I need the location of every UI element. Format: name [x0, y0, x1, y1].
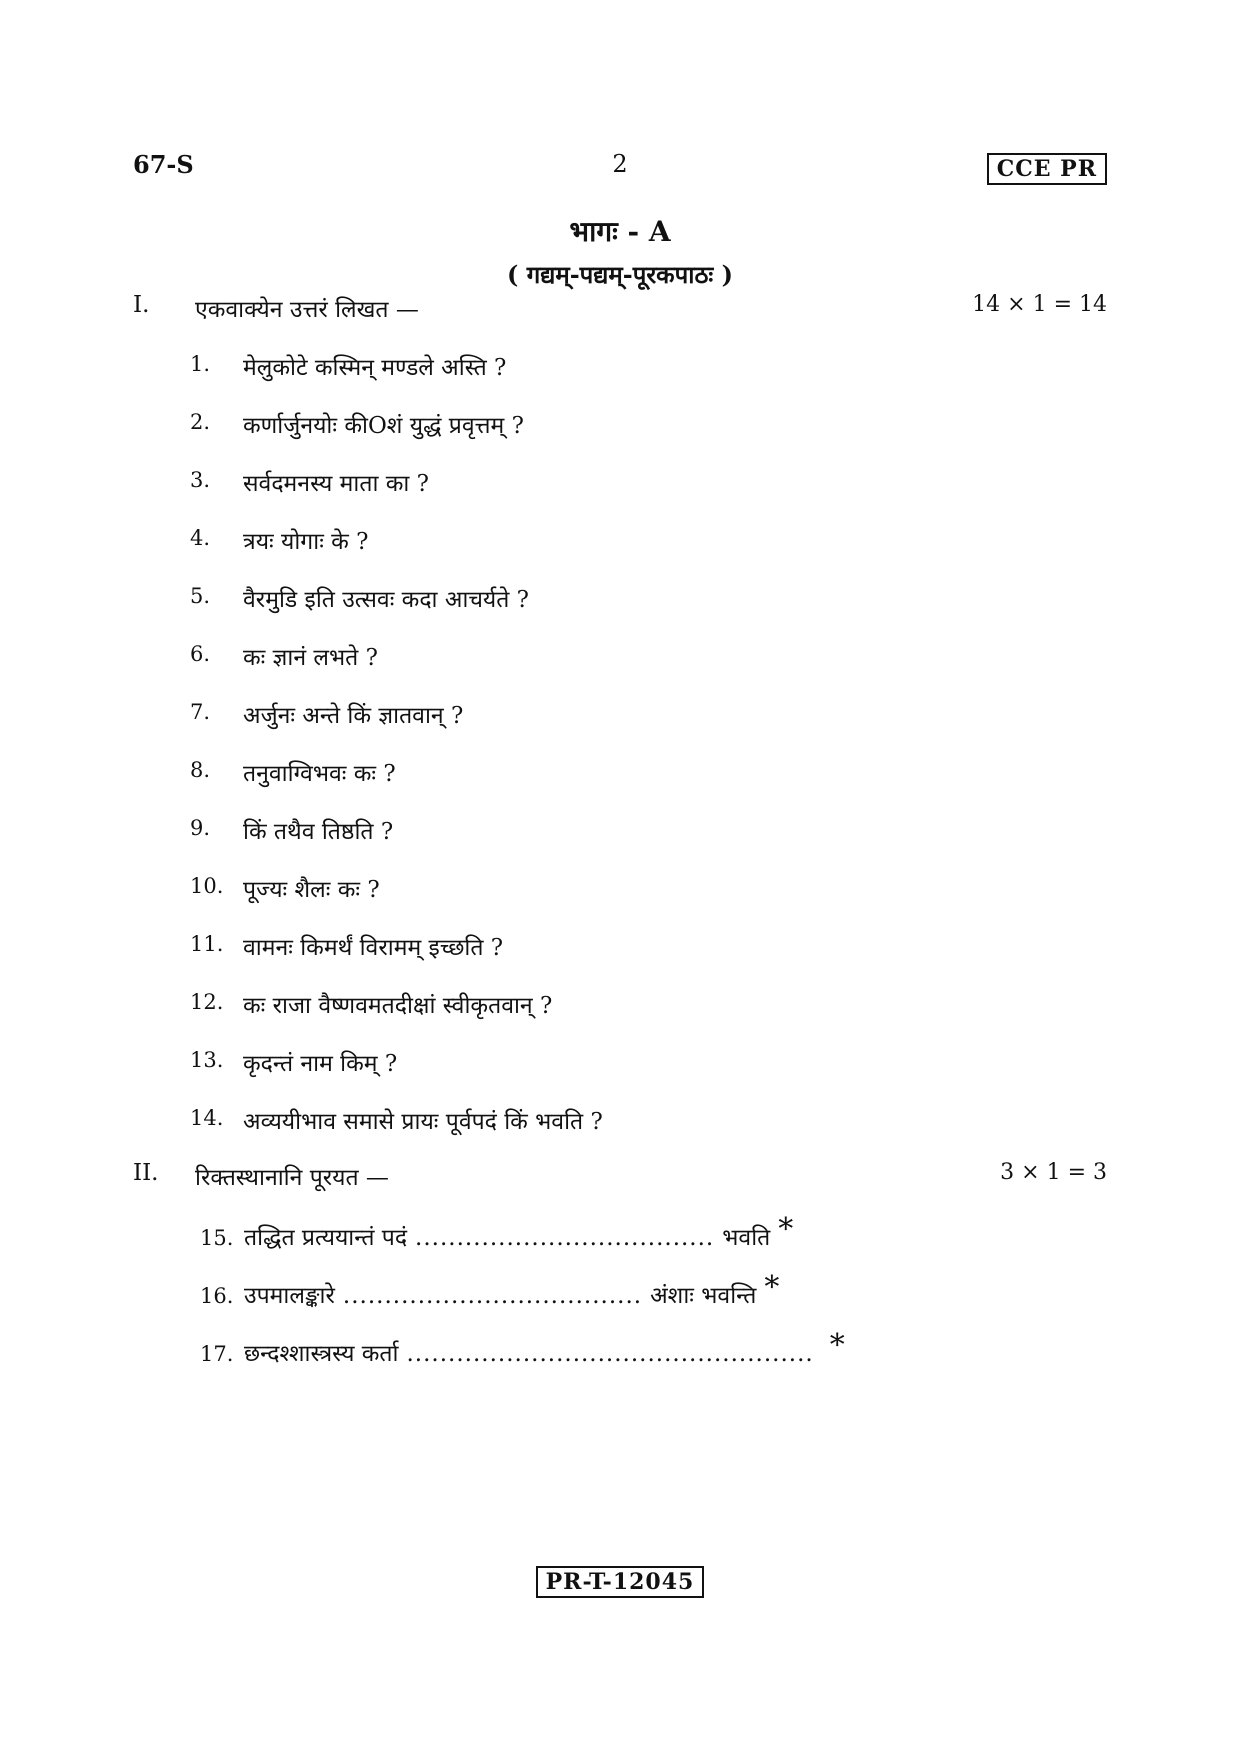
question-number: 9.	[190, 816, 211, 840]
paper-subject-code: 67-S	[133, 150, 194, 179]
question-number: 15.	[200, 1226, 234, 1250]
section-1-header	[133, 292, 1107, 324]
fill-blank-item	[200, 1270, 780, 1311]
question-text: अव्ययीभाव समासे प्रायः पूर्वपदं किं भवति ?	[243, 1109, 603, 1135]
question-item	[190, 466, 429, 498]
question-text: किं तथैव तिष्ठति ?	[243, 819, 394, 845]
blank-dots: ....................................	[415, 1225, 715, 1251]
question-item	[190, 640, 378, 672]
part-title: भागः - A	[569, 215, 671, 248]
question-item	[190, 988, 552, 1020]
question-text-after: अंशाः भवन्ति	[650, 1283, 757, 1309]
asterisk-mark: *	[764, 1270, 780, 1305]
question-item	[190, 872, 380, 904]
question-text: कर्णार्जुनयोः कीOशं युद्धं प्रवृत्तम् ?	[243, 413, 524, 439]
question-text: मेलुकोटे कस्मिन् मण्डले अस्ति ?	[243, 355, 507, 381]
question-number: 3.	[190, 468, 211, 492]
question-number: 16.	[200, 1284, 234, 1308]
question-item	[190, 350, 506, 382]
question-item	[190, 524, 368, 556]
section-marks: 14 × 1 = 14	[972, 292, 1107, 317]
section-2-header	[133, 1160, 1107, 1192]
question-text-before: तद्धित प्रत्ययान्तं पदं	[244, 1225, 408, 1251]
question-text: पूज्यः शैलः कः ?	[243, 877, 380, 903]
section-marks: 3 × 1 = 3	[1000, 1160, 1107, 1185]
question-number: 1.	[190, 352, 211, 376]
question-text: त्रयः योगाः के ?	[243, 529, 369, 555]
question-number: 17.	[200, 1342, 234, 1366]
question-item	[190, 582, 529, 614]
footer-code-box: PR-T-12045	[536, 1566, 705, 1598]
question-number: 14.	[190, 1106, 224, 1130]
question-text-after: भवति	[722, 1225, 771, 1251]
question-number: 10.	[190, 874, 224, 898]
question-text: सर्वदमनस्य माता का ?	[243, 471, 430, 497]
question-number: 5.	[190, 584, 211, 608]
section-title: एकवाक्येन उत्तरं लिखत —	[195, 297, 419, 323]
question-item	[190, 698, 463, 730]
question-text-before: छन्दश्शास्त्रस्य कर्ता	[244, 1341, 399, 1367]
question-number: 11.	[190, 932, 224, 956]
fill-blank-item	[200, 1328, 845, 1369]
question-text: कः राजा वैष्णवमतदीक्षां स्वीकृतवान् ?	[243, 993, 553, 1019]
page-number: 2	[612, 150, 628, 178]
question-text-before: उपमालङ्कारे	[244, 1283, 335, 1309]
question-number: 8.	[190, 758, 211, 782]
blank-dots: .................................................	[406, 1341, 814, 1367]
question-item	[190, 408, 524, 440]
question-number: 2.	[190, 410, 211, 434]
question-number: 13.	[190, 1048, 224, 1072]
question-item	[190, 1046, 397, 1078]
paper-code-box: CCE PR	[987, 153, 1107, 185]
question-text: तनुवाग्विभवः कः ?	[243, 761, 396, 787]
blank-dots: ....................................	[342, 1283, 643, 1309]
footer	[0, 1566, 1240, 1598]
question-number: 12.	[190, 990, 224, 1014]
asterisk-mark: *	[829, 1328, 845, 1363]
question-text: कृदन्तं नाम किम् ?	[243, 1051, 398, 1077]
question-text: वैरमुडि इति उत्सवः कदा आचर्यते ?	[243, 587, 530, 613]
question-text: अर्जुनः अन्ते किं ज्ञातवान् ?	[243, 703, 464, 729]
question-text: कः ज्ञानं लभते ?	[243, 645, 378, 671]
question-number: 6.	[190, 642, 211, 666]
asterisk-mark: *	[778, 1212, 794, 1247]
part-subtitle: ( गद्यम्-पद्यम्-पूरकपाठः )	[507, 260, 733, 289]
question-item	[190, 756, 396, 788]
fill-blank-item	[200, 1212, 794, 1253]
question-item	[190, 1104, 603, 1136]
question-item	[190, 814, 393, 846]
section-roman: II.	[133, 1160, 159, 1186]
question-text: वामनः किमर्थं विरामम् इच्छति ?	[243, 935, 504, 961]
question-number: 4.	[190, 526, 211, 550]
section-title: रिक्तस्थानानि पूरयत —	[195, 1165, 389, 1191]
question-item	[190, 930, 503, 962]
section-roman: I.	[133, 292, 150, 318]
question-number: 7.	[190, 700, 211, 724]
